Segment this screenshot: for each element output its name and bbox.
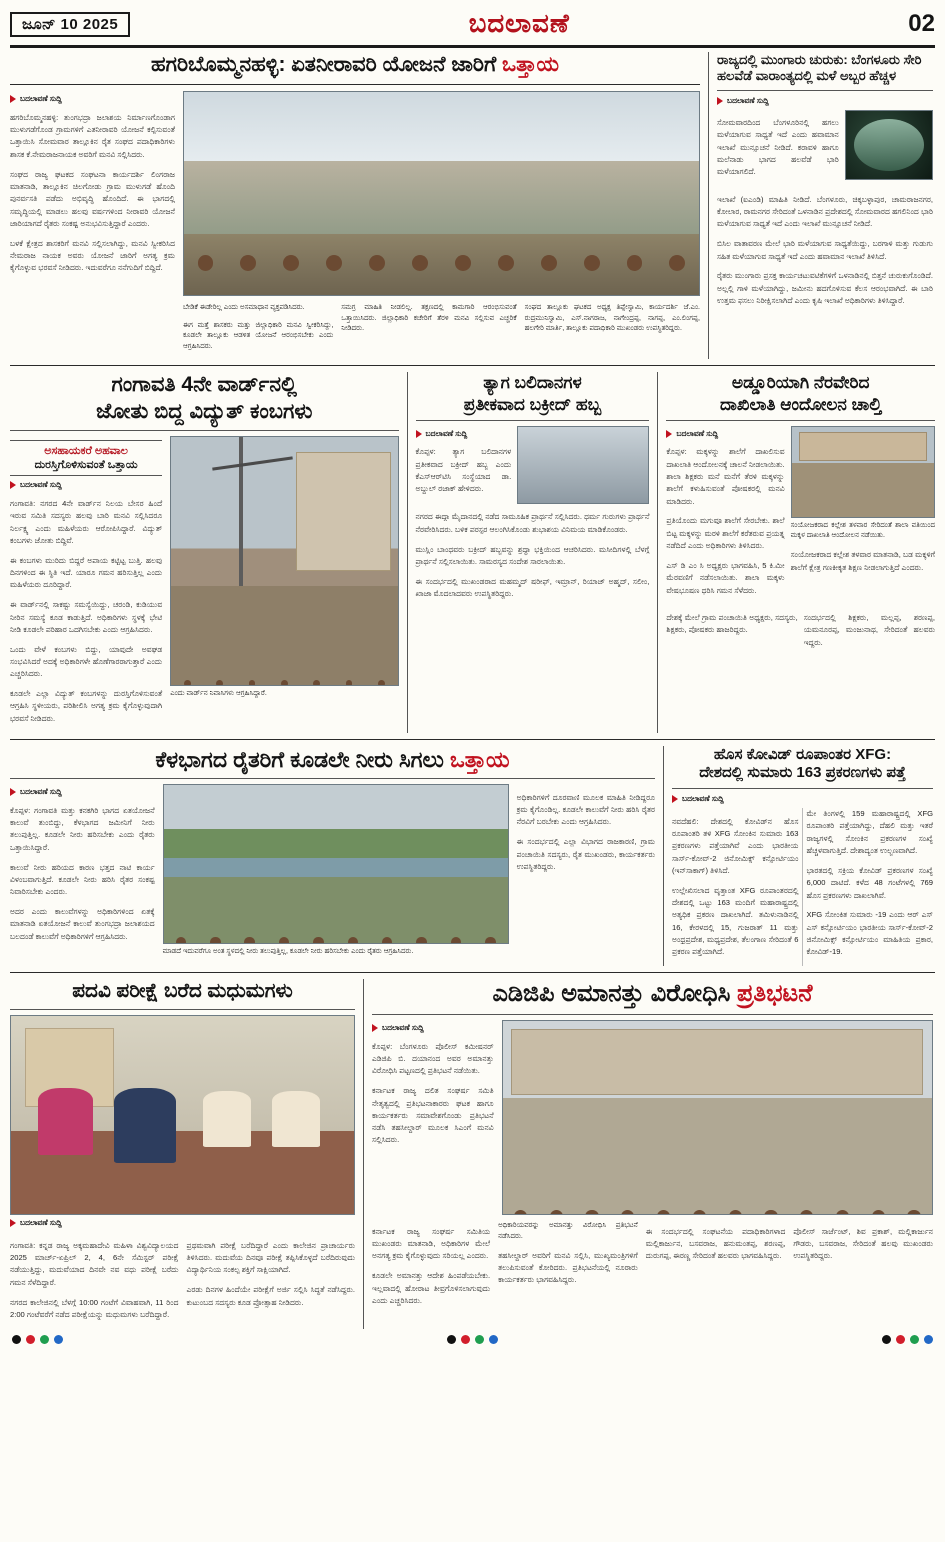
- color-dot: [447, 1335, 456, 1344]
- weather-photo: [845, 110, 933, 180]
- enrollment-para-1: ಕೊಪ್ಪಳ: ಮಕ್ಕಳನ್ನು ಶಾಲೆಗೆ ದಾಖಲಿಸುವ ದಾಖಲಾತಿ ಆಂದೋಲನಕ್ಕೆ ಚಾಲನೆ ನೀಡಲಾಯಿತು. ಶಾಲಾ ಶಿಕ್ಷಕರು ಮನೆ ಮನೆಗೆ ತೆರಳಿ ಮಕ್ಕಳನ್ನು ಶಾಲೆಗೆ ಕಳುಹಿಸುವಂತೆ ಪೋಷಕರಲ್ಲಿ ಮನವಿ ಮಾಡಿದರು.: [666, 447, 785, 506]
- covid-headline: [672, 746, 933, 784]
- electric-subhead-l1: ಅಸಹಾಯಕರೆ ಅಹವಾಲ: [44, 444, 128, 457]
- byline: [416, 429, 512, 439]
- byline-bullet-icon: [10, 481, 16, 489]
- protest-headline: [372, 979, 933, 1009]
- registration-dots: [10, 1329, 935, 1346]
- enrollment-story: [657, 372, 935, 732]
- byline-label: ಬದಲಾವಣೆ ಸುದ್ದಿ: [20, 1218, 62, 1228]
- divider: [10, 430, 399, 431]
- lead-photo-caption: ಬೇಡಿಕೆ ಈಡೇರಿಲ್ಲ ಎಂದು ಅಸಮಾಧಾನ ವ್ಯಕ್ತಪಡಿಸಿದರು.: [183, 304, 305, 312]
- enrollment-headline: [666, 372, 935, 415]
- bakrid-headline-l1: ತ್ಯಾಗ ಬಲಿದಾನಗಳ: [483, 373, 582, 393]
- covid-story: [663, 746, 933, 967]
- color-dot: [26, 1335, 35, 1344]
- mid-band: [10, 372, 935, 732]
- byline-label: ಬದಲಾವಣೆ ಸುದ್ದಿ: [20, 94, 62, 104]
- byline: [10, 787, 155, 797]
- electric-subhead: [10, 440, 162, 477]
- weather-para-2: ಇಲಾಖೆ (ಐಎಂಡಿ) ಮಾಹಿತಿ ನೀಡಿದೆ. ಬೆಂಗಳೂರು, ಚಿಕ್ಕಬಳ್ಳಾಪುರ, ಚಾಮರಾಜನಗರ, ಕೋಲಾರ, ರಾಮನಗರ ಸೇರಿದಂತೆ ಒಳನಾಡಿನ ಪ್ರದೇಶದಲ್ಲಿ ಸೋಮವಾರದ ಹಗಲಿನಿಂದ ಭಾರಿ ಮಳೆಯಾಗುವ ಸಾಧ್ಯತೆ ಇದೆ ಎಂದು ಇಲಾಖೆ ಮುನ್ಸೂಚನೆ ನೀಡಿದೆ.: [717, 194, 933, 229]
- divider: [10, 972, 935, 973]
- dot-cluster: [882, 1335, 933, 1344]
- electric-headline-l1: ಗಂಗಾವತಿ 4ನೇ ವಾರ್ಡ್‌ನಲ್ಲಿ: [111, 373, 297, 397]
- color-dot: [461, 1335, 470, 1344]
- protest-photo: [502, 1020, 933, 1215]
- electric-subhead-l2: ದುರಸ್ತಿಗೊಳಿಸುವಂತೆ ಒತ್ತಾಯ: [34, 459, 138, 472]
- water-para-3: ಅದರ ಎಂದು ಕಾಲುವೆಗಳನ್ನು ಅಧಿಕಾರಿಗಳಿಂದ ಏತಕ್ಕೆ ಮಾತನಾಡಿ ಏತಯೋಜನೆ ಕಾಲುವೆ ತುಂಗಭದ್ರಾ ಜಲಾಶಯದ ಬಲದಂಡೆ ಕಾಲುವೆಗೆ ಅಧಿಕಾರಿಗಳಿಗೆ ಆಗ್ರಹಿಸಿದರು.: [10, 907, 155, 941]
- byline-label: ಬದಲಾವಣೆ ಸುದ್ದಿ: [425, 428, 468, 438]
- divider: [10, 84, 700, 85]
- electric-para-2: ಈ ಕಂಬಗಳು ಮುರಿದು ಬಿದ್ದರೆ ಅಪಾಯ ಕಟ್ಟಿಟ್ಟ ಬುತ್ತಿ. ಹಲವು ದಿನಗಳಿಂದ ಈ ಸ್ಥಿತಿ ಇದೆ. ಯಾರೂ ಗಮನ ಹರಿಸುತ್ತಿಲ್ಲ ಎಂದು ಮಹಿಳೆಯರು ದೂರಿದ್ದಾರೆ.: [10, 555, 163, 590]
- divider: [672, 788, 933, 789]
- bakrid-headline-l2: ಪ್ರತೀಕವಾದ ಬಕ್ರೀದ್ ಹಬ್ಬ: [463, 394, 602, 414]
- page-number: 02: [908, 10, 935, 37]
- water-headline-accent: ಒತ್ತಾಯ: [449, 746, 510, 772]
- lead-headline-accent: ಒತ್ತಾಯ: [502, 53, 559, 76]
- exam-para-3: ಪ್ರಥಮವಾಗಿ ಪರೀಕ್ಷೆ ಬರೆದಿದ್ದಾರೆ ಎಂದು ಕಾಲೇಜಿನ ಪ್ರಾಚಾರ್ಯರು ತಿಳಿಸಿದರು. ಮದುವೆಯ ದಿನವೂ ಪರೀಕ್ಷೆ ತಪ್ಪಿಸಿಕೊಳ್ಳದೆ ಬರೆದಿರುವುದು ವಿದ್ಯಾರ್ಥಿನಿಯ ಸಂಕಲ್ಪ ಶಕ್ತಿಗೆ ಸಾಕ್ಷಿಯಾಗಿದೆ.: [186, 1240, 355, 1275]
- enrollment-para-3: ಎಸ್ ಡಿ ಎಂ ಸಿ ಅಧ್ಯಕ್ಷರು ಭಾಗವಹಿಸಿ, 5 ಕಿ.ಮೀ ಮೆರವಣಿಗೆ ನಡೆಸಲಾಯಿತು. ಶಾಲಾ ಮಕ್ಕಳು ವೇಷಭೂಷಣ ಧರಿಸಿ ಗಮನ ಸೆಳೆದರು.: [666, 560, 785, 595]
- electric-para-5: ಕೂಡಲೇ ಎಲ್ಲಾ ವಿದ್ಯುತ್ ಕಂಬಗಳನ್ನು ದುರಸ್ತಿಗೊಳಿಸುವಂತೆ ಆಗ್ರಹಿಸಿ ಸ್ಥಳೀಯರು, ಪರಿಶೀಲಿಸಿ ಅಗತ್ಯ ಕ್ರಮ ಕೈಗೊಳ್ಳುವುದಾಗಿ ಭರವಸೆ ನೀಡಿದರು.: [10, 689, 163, 723]
- electric-photo-caption: ಎಂದು ವಾರ್ಡ್‌ನ ನಿವಾಸಿಗಳು ಆಗ್ರಹಿಸಿದ್ದಾರೆ.: [170, 689, 267, 697]
- covid-headline-l2: ದೇಶದಲ್ಲಿ ಸುಮಾರು 163 ಪ್ರಕರಣಗಳು ಪತ್ತೆ: [699, 764, 906, 782]
- byline: [10, 1218, 355, 1228]
- byline-label: ಬದಲಾವಣೆ ಸುದ್ದಿ: [382, 1023, 424, 1033]
- color-dot: [882, 1335, 891, 1344]
- byline-bullet-icon: [717, 97, 723, 105]
- lead-headline: [10, 52, 700, 78]
- exam-para-1: ಗಂಗಾವತಿ: ಕನ್ನಡ ರಾಜ್ಯ ಅಕ್ಕಮಹಾದೇವಿ ಮಹಿಳಾ ವಿಶ್ವವಿದ್ಯಾಲಯದ 2025 ಮಾರ್ಚ್-ಏಪ್ರಿಲ್ 2, 4, 6ನೇ ಸೆಮಿಸ್ಟರ್ ಪರೀಕ್ಷೆ ನಡೆಯುತ್ತಿದ್ದು, ಮದುವೆಯಾದ ದಿನವೇ ನವ ವಧು ಪರೀಕ್ಷೆ ಬರೆದು ಗಮನ ಸೆಳೆದಿದ್ದಾರೆ.: [10, 1240, 179, 1287]
- water-para-1: ಕೊಪ್ಪಳ: ಗಂಗಾವತಿ ಮತ್ತು ಕನಕಗಿರಿ ಭಾಗದ ಏತಯೋಜನೆ ಕಾಲುವೆ ತುಂಬಿದ್ದು, ಕೆಳಭಾಗದ ಜಮೀನಿಗೆ ನೀರು ತಲುಪುತ್ತಿಲ್ಲ. ಕೂಡಲೇ ನೀರು ಹರಿಸಬೇಕು ಎಂದು ರೈತರು ಒತ್ತಾಯಿಸಿದ್ದಾರೆ.: [10, 805, 155, 852]
- electric-story: [10, 372, 399, 732]
- electric-photo: [170, 436, 398, 686]
- electric-para-3: ಈ ವಾರ್ಡ್‌ನಲ್ಲಿ ಸಾಕಷ್ಟು ಸಮಸ್ಯೆಯಿದ್ದು, ಚರಂಡಿ, ಕುಡಿಯುವ ನೀರಿನ ಸಮಸ್ಯೆ ಕೂಡ ಕಾಡುತ್ತಿದೆ. ಅಧಿಕಾರಿಗಳು ಸ್ಥಳಕ್ಕೆ ಭೇಟಿ ನೀಡಿ ಕೂಡಲೇ ಪರಿಹಾರ ಒದಗಿಸಬೇಕು ಎಂದು ಆಗ್ರಹಿಸಿದರು.: [10, 600, 163, 634]
- covid-para-5: XFG ಸೋಂಕಿತ ಸುಮಾರು -19 ಎಂದು ಆರ್ ಎಸ್ ಎಸ್ ಕನ್ಸೋರ್ಟಿಯಂ ಭಾರತೀಯ ಸಾರ್ಸ್-ಕೋವ್-2 ಜಿನೋಮಿಕ್ಸ್ ಕನ್ಸೋರ್ಟಿಯಂ ಮಾಹಿತಿಯ ಪ್ರಕಾರ, ಕೋವಿಡ್-19.: [806, 910, 933, 957]
- divider: [372, 1014, 933, 1015]
- byline-bullet-icon: [372, 1024, 378, 1032]
- bakrid-para-3: ಮುಸ್ಲಿಂ ಬಾಂಧವರು ಬಕ್ರೀದ್ ಹಬ್ಬವನ್ನು ಶ್ರದ್ಧಾ ಭಕ್ತಿಯಿಂದ ಆಚರಿಸಿದರು. ಮಸೀದಿಗಳಲ್ಲಿ ಬೆಳಗ್ಗೆ ಪ್ರಾರ್ಥನೆ ಸಲ್ಲಿಸಲಾಯಿತು. ಸಾಮರಸ್ಯದ ಸಂದೇಶ ಸಾರಲಾಯಿತು.: [415, 544, 650, 566]
- divider: [10, 365, 935, 366]
- weather-para-4: ರೈತರು ಮುಂಗಾರು ಪ್ರಸಕ್ತ ಕಾರ್ಯಚಟುವಟಿಕೆಗಳಿಗೆ ಒಳನಾಡಿನಲ್ಲಿ ಬಿತ್ತನೆ ಚುರುಕುಗೊಂಡಿದೆ. ಅಲ್ಲಲ್ಲಿ ಗಾಳಿ ಮಳೆಯಾಗಿದ್ದು, ಜಮೀನು ಹದಗೊಳಿಸುವ ಕೆಲಸ ಆರಂಭವಾಗಿದೆ. ಈ ಬಾರಿ ಉತ್ತಮ ಫಸಲು ನಿರೀಕ್ಷಿಸಲಾಗಿದೆ ಎಂದು ಕೃಷಿ ಇಲಾಖೆ ಅಧಿಕಾರಿಗಳು ತಿಳಿಸಿದ್ದಾರೆ.: [717, 271, 933, 306]
- byline-bullet-icon: [672, 795, 678, 803]
- weather-headline: ರಾಜ್ಯದಲ್ಲಿ ಮುಂಗಾರು ಚುರುಕು: ಬೆಂಗಳೂರು ಸೇರಿ ಹಲವೆಡೆ ವಾರಾಂತ್ಯದಲ್ಲಿ ಮಳೆ ಅಬ್ಬರ ಹೆಚ್ಚಳ: [717, 52, 922, 84]
- byline-bullet-icon: [10, 788, 16, 796]
- electric-para-4: ಒಂದು ವೇಳೆ ಕಂಬಗಳು ಬಿದ್ದು, ಯಾವುದೇ ಅವಘಡ ಸಂಭವಿಸಿದರೆ ಅದಕ್ಕೆ ಅಧಿಕಾರಿಗಳೇ ಹೊಣೆಗಾರರಾಗುತ್ತಾರೆ ಎಂದು ಎಚ್ಚರಿಸಿದರು.: [10, 644, 163, 679]
- bakrid-story: [407, 372, 650, 732]
- lead-para-1: ಹಗರಿಬೊಮ್ಮನಹಳ್ಳಿ: ತುಂಗಭದ್ರಾ ಜಲಾಶಯ ನಿರ್ಮಾಣಗೊಂಡಾಗ ಮುಳುಗಡೆಗೊಂಡ ಗ್ರಾಮಗಳಿಗೆ ಎತನೀರಾವರಿ ಯೋಜನೆ ಕಲ್ಪಿಸುವಂತೆ ಒತ್ತಾಯಿಸಿ ಸೋಮವಾರ ತಾಲ್ಲೂಕಿನ ರೈತ ಸಂಘದ ಪದಾಧಿಕಾರಿಗಳು ಶಾಸಕ ಕೆ.ನೇಮರಾಜನಾಯಕ ಅವರಿಗೆ ಮನವಿ ಸಲ್ಲಿಸಿದರು.: [10, 112, 175, 159]
- byline-label: ಬದಲಾವಣೆ ಸುದ್ದಿ: [20, 787, 62, 797]
- enrollment-para-6: ಸಂದರ್ಭದಲ್ಲಿ ಶಿಕ್ಷಕರು, ಮಲ್ಲಪ್ಪ, ಶರಣಪ್ಪ, ಯಮನೂರಪ್ಪ, ಮಂಜುನಾಥ, ಸೇರಿದಂತೆ ಹಲವರು ಇದ್ದರು.: [803, 612, 936, 647]
- divider: [717, 90, 933, 91]
- covid-headline-l1: ಹೊಸ ಕೋವಿಡ್ ರೂಪಾಂತರ XFG:: [713, 745, 892, 763]
- enrollment-photo: [791, 426, 935, 518]
- byline-bullet-icon: [10, 95, 16, 103]
- divider: [416, 420, 650, 421]
- protest-story: [363, 979, 933, 1329]
- covid-para-1: ನವದೆಹಲಿ: ದೇಶದಲ್ಲಿ ಕೋವಿಡ್‌ನ ಹೊಸ ರೂಪಾಂತರಿ ತಳಿ XFG ಸೋಂಕಿನ ಸುಮಾರು 163 ಪ್ರಕರಣಗಳು ಪತ್ತೆಯಾಗಿವೆ ಎಂದು ಭಾರತೀಯ ಸಾರ್ಸ್-ಕೋವ್-2 ಜಿನೋಮಿಕ್ಸ್ ಕನ್ಸೋರ್ಟಿಯಂ (ಇನ್‌ಸಾಕಾಗ್) ತಿಳಿಸಿದೆ.: [672, 816, 799, 875]
- weather-para-3: ಬಿಸಿಲ ವಾತಾವರಣ ಮೇಲೆ ಭಾರಿ ಮಳೆಯಾಗುವ ಸಾಧ್ಯತೆಯಿದ್ದು, ಬರಗಾಳಿ ಮತ್ತು ಗುಡುಗು ಸಹಿತ ಮಳೆಯಾಗುವ ಸಾಧ್ಯತೆ ಇದೆ ಎಂದು ಹವಾಮಾನ ಇಲಾಖೆ ತಿಳಿಸಿದೆ.: [717, 239, 933, 261]
- electric-headline-l2: ಜೋತು ಬಿದ್ದ ವಿದ್ಯುತ್ ಕಂಬಗಳು: [96, 399, 313, 423]
- byline-label: ಬದಲಾವಣೆ ಸುದ್ದಿ: [682, 794, 724, 804]
- byline: [666, 429, 784, 439]
- protest-para-3: ಕರ್ನಾಟಕ ರಾಜ್ಯ ಸಂಘರ್ಷ ಸಮಿತಿಯ ಮುಖಂಡರು ಮಾತನಾಡಿ, ಅಧಿಕಾರಿಗಳ ಮೇಲೆ ಅನಗತ್ಯ ಕ್ರಮ ಕೈಗೊಳ್ಳುವುದು ಸರಿಯಲ್ಲ ಎಂದರು.: [372, 1226, 491, 1261]
- divider: [10, 739, 935, 740]
- byline-bullet-icon: [10, 1219, 16, 1227]
- enrollment-photo-caption: ಸಂಯೋಜಕರಾದ ಕಲ್ಲೇಶ ತಳವಾರ ಸೇರಿದಂತೆ ಶಾಲಾ ವತಿಯಿಂದ ಮಕ್ಕಳ ದಾಖಲಾತಿ ಆಂದೋಲನ ನಡೆಯಿತು.: [790, 521, 936, 540]
- lead-cap-right: ಸಂಘದ ತಾಲ್ಲೂಕು ಘಟಕದ ಅಧ್ಯಕ್ಷ ತಿಪ್ಪೇಸ್ವಾಮಿ, ಕಾರ್ಯದರ್ಶಿ ಜೆ.ಎಂ. ರುದ್ರಮುನಿಸ್ವಾಮಿ, ಎಸ್.ನಾಗರಾಜ, ನಾಗೇಂದ್ರಪ್ಪ, ನಾಗಪ್ಪ, ಎಂ.ಲಿಂಗಪ್ಪ, ಹಲಗೇರಿ ಮಾರ್ತಿ, ತಾಲ್ಲೂಕು ಪದಾಧಿಕಾರಿ ಮುಖಂಡರು ಉಪಸ್ಥಿತರಿದ್ದರು.: [524, 304, 700, 333]
- protest-para-5: ತಹಸೀಲ್ದಾರ್ ಅವರಿಗೆ ಮನವಿ ಸಲ್ಲಿಸಿ, ಮುಖ್ಯಮಂತ್ರಿಗಳಿಗೆ ತಲುಪಿಸುವಂತೆ ಕೋರಿದರು. ಪ್ರತಿಭಟನೆಯಲ್ಲಿ ನೂರಾರು ಕಾರ್ಯಕರ್ತರು ಭಾಗವಹಿಸಿದ್ದರು.: [498, 1250, 638, 1285]
- lead-para-2: ಸಂಘದ ರಾಜ್ಯ ಘಟಕದ ಸಂಘಟನಾ ಕಾರ್ಯದರ್ಶಿ ಲಿಂಗರಾಜ ಮಾತನಾಡಿ, ತಾಲ್ಲೂಕಿನ ಚಿಲಗೋಡು ಗ್ರಾಮ ಮುಳುಗಡೆ ಹೊಂದಿ ಪುನರ್ವಸತಿ ಪಡೆದು ಅಭಿವೃದ್ಧಿ ಹೊಂದಿದೆ. ಈ ಭಾಗದಲ್ಲಿ ಸಮೃದ್ಧಿಯಲ್ಲಿ ಮಾಡಲು ಹಲವು ವರ್ಷಗಳಿಂದ ನೀರಾವರಿ ಯೋಜನೆ ಜಾರಿಯಾಗದೆ ರೈತರು ಸಂಕಷ್ಟ ಅನುಭವಿಸುತ್ತಿದ್ದಾರೆ ಎಂದರು.: [10, 169, 175, 228]
- water-headline: [10, 746, 655, 774]
- byline-bullet-icon: [666, 430, 672, 438]
- color-dot: [896, 1335, 905, 1344]
- dot-cluster: [447, 1335, 498, 1344]
- byline-label: ಬದಲಾವಣೆ ಸುದ್ದಿ: [727, 95, 769, 105]
- water-photo: [163, 784, 509, 944]
- bakrid-photo: [517, 426, 649, 504]
- protest-para-7: ಪೊಲೀಸ್ ಸಾರ್ಜೆಂಟ್, ಶಿವ ಪ್ರಕಾಶ್, ಮಲ್ಲಿಕಾರ್ಜುನ ಗೌಡರು, ಬಸವರಾಜ, ಸೇರಿದಂತೆ ಹಲವು ಮುಖಂಡರು ಉಪಸ್ಥಿತರಿದ್ದರು.: [793, 1226, 933, 1261]
- byline: [717, 96, 933, 106]
- color-dot: [12, 1335, 21, 1344]
- byline-label: ಬದಲಾವಣೆ ಸುದ್ದಿ: [20, 480, 62, 490]
- covid-para-4: ಭಾರತದಲ್ಲಿ ಸಕ್ರಿಯ ಕೋವಿಡ್ ಪ್ರಕರಣಗಳ ಸಂಖ್ಯೆ 6,000 ದಾಟಿದೆ. ಕಳೆದ 48 ಗಂಟೆಗಳಲ್ಲಿ 769 ಹೊಸ ಪ್ರಕರಣಗಳು ದಾಖಲಾಗಿವೆ.: [806, 865, 933, 900]
- covid-para-2: ಉಲ್ಲೇಖಿಸಲಾದ ವೃತ್ತಾಂತ XFG ರೂಪಾಂತರದಲ್ಲಿ ದೇಶದಲ್ಲಿ ಒಟ್ಟು 163 ಮಂದಿಗೆ ಮಹಾರಾಷ್ಟ್ರದಲ್ಲಿ ಅತ್ಯಧಿಕ ಪ್ರಕರಣ ದಾಖಲಾಗಿದೆ. ತಮಿಳುನಾಡಿನಲ್ಲಿ 16, ಕೇರಳದಲ್ಲಿ 15, ಗುಜರಾತ್ 11 ಮತ್ತು ಅಂಧ್ರಪ್ರದೇಶ, ಮಧ್ಯಪ್ರದೇಶ, ತೆಲಂಗಾಣ ಸೇರಿದಂತೆ 6 ಪ್ರಕರಣ ಪತ್ತೆಯಾಗಿದೆ.: [672, 885, 799, 957]
- enrollment-para-4: ಸಂಯೋಜಕರಾದ ಕಲ್ಲೇಶ ತಳವಾರ ಮಾತನಾಡಿ, ಬಡ ಮಕ್ಕಳಿಗೆ ಶಾಲೆಗೆ ಕ್ಷೇತ್ರ ಗಣಕೀಕೃತ ಶಿಕ್ಷಣ ನೀಡಲಾಗುತ್ತಿದೆ ಎಂದರು.: [790, 550, 936, 572]
- divider: [10, 778, 655, 779]
- byline-label: ಬದಲಾವಣೆ ಸುದ್ದಿ: [676, 428, 719, 438]
- protest-headline-text: ಎಡಿಜಿಪಿ ಅಮಾನತ್ತು ವಿರೋಧಿಸಿ: [492, 980, 737, 1008]
- bottom-band: [10, 979, 935, 1329]
- bakrid-para-4: ಈ ಸಂದರ್ಭದಲ್ಲಿ ಮುಖಂಡರಾದ ಮಹಮ್ಮದ್ ಷರೀಫ್, ಇಮ್ರಾನ್, ರಿಯಾಜ್ ಅಹ್ಮದ್, ಸಲೀಂ, ಖಾಜಾ ಮೊದಲಾದವರು ಉಪಸ್ಥಿತರಿದ್ದರು.: [415, 576, 650, 599]
- color-dot: [910, 1335, 919, 1344]
- electric-headline: [10, 372, 399, 425]
- lead-story: [10, 52, 700, 359]
- byline-bullet-icon: [416, 430, 422, 438]
- protest-para-4: ಕೂಡಲೇ ಅಮಾನತ್ತು ಆದೇಶ ಹಿಂಪಡೆಯಬೇಕು. ಇಲ್ಲವಾದಲ್ಲಿ ಹೋರಾಟ ತೀವ್ರಗೊಳಿಸಲಾಗುವುದು ಎಂದು ಎಚ್ಚರಿಸಿದರು.: [372, 1271, 491, 1305]
- weather-para-1: ಸೋಮವಾರದಿಂದ ಬೆಂಗಳೂರಿನಲ್ಲಿ ಹಗಲು ಮಳೆಯಾಗುವ ಸಾಧ್ಯತೆ ಇದೆ ಎಂದು ಹವಾಮಾನ ಇಲಾಖೆ ಮುನ್ಸೂಚನೆ ನೀಡಿದೆ. ಕರಾವಳಿ ಹಾಗೂ ಮಲೆನಾಡು ಭಾಗದ ಹಲವೆಡೆ ಭಾರಿ ಮಳೆಯಾಗಲಿದೆ.: [717, 118, 839, 177]
- lead-photo: [183, 91, 700, 296]
- lead-cap-extra: ಈಗ ಮತ್ತೆ ಶಾಸಕರು ಮತ್ತು ಜಿಲ್ಲಾಧಿಕಾರಿ ಮನವಿ ಸ್ವೀಕರಿಸಿದ್ದು, ಕೂಡಲೇ ತಾಲ್ಲೂಕು ಆಡಳಿತ ಯೋಜನೆ ಆರಂಭಿಸಬೇಕು ಎಂದು ಆಗ್ರಹಿಸಿದರು.: [183, 321, 334, 350]
- lead-photo-block: [183, 91, 700, 359]
- exam-story: [10, 979, 355, 1329]
- water-photo-caption: ಮಾಡದೆ ಇದುವರೆಗೂ ಅಂತ ಸ್ಥಳದಲ್ಲಿ ನೀರು ತಲುಪುತ್ತಿಲ್ಲ, ಕೂಡಲೇ ನೀರು ಹರಿಸಬೇಕು ಎಂದು ರೈತರು ಆಗ್ರಹಿಸಿದರು.: [162, 948, 414, 956]
- color-dot: [40, 1335, 49, 1344]
- lead-section: [10, 52, 935, 359]
- protest-photo-caption: ಅಧಿಕಾರಿಯವರನ್ನು ಅಮಾನತ್ತು ವಿರೋಧಿಸಿ ಪ್ರತಿಭಟನೆ ನಡೆಸಿದರು.: [498, 1222, 638, 1240]
- dot-cluster: [12, 1335, 63, 1344]
- byline: [672, 794, 933, 804]
- weather-story: [708, 52, 933, 359]
- bakrid-para-1: ಕೊಪ್ಪಳ: ತ್ಯಾಗ ಬಲಿದಾನಗಳ ಪ್ರತೀಕವಾದ ಬಕ್ರೀದ್ ಹಬ್ಬ ಎಂದು ಕೆಎಸ್‌ಆರ್‌ಟಿಸಿ ಸಂಸ್ಥೆಯಾದ ಡಾ. ಅಬ್ದುಲ್ ರಜಾಕ್ ಹೇಳಿದರು.: [415, 447, 512, 494]
- color-dot: [475, 1335, 484, 1344]
- byline: [372, 1023, 494, 1033]
- water-headline-text: ಕೆಳಭಾಗದ ರೈತರಿಗೆ ಕೂಡಲೇ ನೀರು ಸಿಗಲು: [155, 746, 450, 772]
- exam-headline: ಪದವಿ ಪರೀಕ್ಷೆ ಬರೆದ ಮಧುಮಗಳು: [72, 980, 293, 1003]
- protest-para-1: ಕೊಪ್ಪಳ: ಬೆಂಗಳೂರು ಪೊಲೀಸ್ ಕಮೀಷನರ್ ಎಡಿಜಿಪಿ ಬಿ. ದಯಾನಂದ ಅವರ ಅಮಾನತ್ತು ವಿರೋಧಿಸಿ ಪಟ್ಟಣದಲ್ಲಿ ಪ್ರತಿಭಟನೆ ನಡೆಯಿತು.: [372, 1041, 494, 1076]
- lead-para-3: ಬಳಕೆ ಕ್ಷೇತ್ರದ ಶಾಸಕರಿಗೆ ಮನವಿ ಸಲ್ಲಿಸಲಾಗಿದ್ದು, ಮನವಿ ಸ್ವೀಕರಿಸಿದ ನೇಮರಾಜ ನಾಯಕ ಅವರು ಯೋಜನೆ ಜಾರಿಗೆ ಅಗತ್ಯ ಕ್ರಮ ಕೈಗೊಳ್ಳುವ ಭರವಸೆ ನೀಡಿದರು. ಇದುವರೆಗೂ ನನೆಗುದಿಗೆ ಬಿದ್ದಿದೆ.: [10, 238, 175, 273]
- divider: [666, 420, 935, 421]
- water-para-2: ಕಾಲುವೆ ನೀರು ಹರಿಯದ ಕಾರಣ ಭತ್ತದ ನಾಟಿ ಕಾರ್ಯ ವಿಳಂಬವಾಗುತ್ತಿದೆ. ಕೂಡಲೇ ನೀರು ಹರಿಸಿ ರೈತರ ಸಂಕಷ್ಟ ನಿವಾರಿಸಬೇಕು ಎಂದರು.: [10, 862, 155, 897]
- exam-para-2: ನಗರದ ಕಾಲೇಜಿನಲ್ಲಿ ಬೆಳಗ್ಗೆ 10:00 ಗಂಟೆಗೆ ವಿವಾಹವಾಗಿ, 11 ರಿಂದ 2:00 ಗಂಟೆವರೆಗೆ ನಡೆದ ಪರೀಕ್ಷೆಯನ್ನು ಮಧುಮಗಳು ಬರೆದಿದ್ದಾರೆ.: [10, 1297, 179, 1319]
- lead-headline-text: ಹಗರಿಬೊಮ್ಮನಹಳ್ಳಿ: ಏತನೀರಾವರಿ ಯೋಜನೆ ಜಾರಿಗೆ: [151, 53, 503, 76]
- water-story: [10, 746, 655, 967]
- electric-para-1: ಗಂಗಾವತಿ: ನಗರದ 4ನೇ ವಾರ್ಡ್‌ನ ನಿಲಯ ಬೇಸರ ಹಿಂದೆ ಇರುವ ಸಮಿತಿ ಸದಸ್ಯರು ಹಲವು ಬಾರಿ ಮನವಿ ಸಲ್ಲಿಸಿದರೂ ನಿರ್ಲಕ್ಷ್ಯ ಎಂದು ಮಹಿಳೆಯರು ಆರೋಪಿಸಿದ್ದಾರೆ. ವಿದ್ಯುತ್ ಕಂಬಗಳು ಜೋತು ಬಿದ್ದಿವೆ.: [10, 498, 163, 545]
- protest-para-6: ಈ ಸಂದರ್ಭದಲ್ಲಿ ಸಂಘಟನೆಯ ಪದಾಧಿಕಾರಿಗಳಾದ ಮಲ್ಲಿಕಾರ್ಜುನ, ಬಸವರಾಜ, ಹನುಮಂತಪ್ಪ, ಶರಣಪ್ಪ, ದುರುಗಪ್ಪ, ಈರಣ್ಣ ಸೇರಿದಂತೆ ಹಲವರು ಭಾಗವಹಿಸಿದ್ದರು.: [645, 1226, 786, 1261]
- covid-para-3: ಮೇ ತಿಂಗಳಲ್ಲಿ 159 ಮಹಾರಾಷ್ಟ್ರದಲ್ಲಿ XFG ರೂಪಾಂತರಿ ಪತ್ತೆಯಾಗಿದ್ದು, ದೆಹಲಿ ಮತ್ತು ಇತರೆ ರಾಜ್ಯಗಳಲ್ಲಿ ಸೋಂಕಿನ ಪ್ರಕರಣಗಳ ಸಂಖ್ಯೆ ಹೆಚ್ಚಳವಾಗುತ್ತಿದೆ. ದೇಶಾದ್ಯಂತ ಉಲ್ಬಣವಾಗಿದೆ.: [806, 809, 933, 856]
- water-cap-b: ಈ ಸಂದರ್ಭದಲ್ಲಿ ಎಲ್ಲಾ ವಿಭಾಗದ ರಾಜಕಾರಣಿ, ಗ್ರಾಮ ಪಂಚಾಯಿತಿ ಸದಸ್ಯರು, ರೈತ ಮುಖಂಡರು, ಕಾರ್ಯಕರ್ತರು ಉಪಸ್ಥಿತರಿದ್ದರು.: [516, 837, 655, 871]
- lead-cap-mid: ಸಮಗ್ರ ಮಾಹಿತಿ ನೀಡಲಿಲ್ಲ. ತಕ್ಷಣದಲ್ಲಿ ಕಾಮಗಾರಿ ಆರಂಭಿಸುವಂತೆ ಒತ್ತಾಯಿಸಿದರು. ಜಿಲ್ಲಾಧಿಕಾರಿ ಕಚೇರಿಗೆ ತೆರಳಿ ಮನವಿ ಸಲ್ಲಿಸುವ ಎಚ್ಚರಿಕೆ ನೀಡಿದರು.: [341, 304, 517, 333]
- divider: [10, 1009, 355, 1010]
- paper-title: ಬದಲಾವಣೆ: [468, 8, 570, 38]
- exam-photo: [10, 1015, 355, 1215]
- bakrid-headline: [416, 372, 650, 415]
- masthead: [10, 8, 935, 48]
- byline: [10, 480, 162, 490]
- water-cap-a: ಅಧಿಕಾರಿಗಳಿಗೆ ದೂರವಾಣಿ ಮೂಲಕ ಮಾಹಿತಿ ನೀಡಿದ್ದರೂ ಕ್ರಮ ಕೈಗೊಂಡಿಲ್ಲ. ಕೂಡಲೇ ಕಾಲುವೆಗೆ ನೀರು ಹರಿಸಿ ರೈತರ ನೆರವಿಗೆ ಬರಬೇಕು ಎಂದು ಆಗ್ರಹಿಸಿದರು.: [516, 792, 655, 827]
- lead-text-column: [10, 91, 175, 359]
- water-covid-band: [10, 746, 935, 967]
- issue-date: ಜೂನ್ 10 2025: [10, 12, 130, 37]
- enrollment-para-5: ದೇಶಕ್ಕೆ ಮೇಲೆ ಗ್ರಾಮ ಪಂಚಾಯಿತಿ ಅಧ್ಯಕ್ಷರು, ಸದಸ್ಯರು, ಶಿಕ್ಷಕರು, ಪೋಷಕರು ಹಾಜರಿದ್ದರು.: [666, 612, 798, 635]
- enrollment-headline-l2: ದಾಖಿಲಾತಿ ಆಂದೋಲನ ಚಾಲ್ತಿ: [719, 394, 882, 414]
- bakrid-para-2: ನಗರದ ಈದ್ಗಾ ಮೈದಾನದಲ್ಲಿ ನಡೆದ ಸಾಮೂಹಿಕ ಪ್ರಾರ್ಥನೆ ಸಲ್ಲಿಸಿದರು. ಧರ್ಮ ಗುರುಗಳು ಪ್ರಾರ್ಥನೆ ನೆರವೇರಿಸಿದರು. ಬಳಿಕ ಪರಸ್ಪರ ಆಲಂಗಿಸಿಕೊಂಡು ಶುಭಾಶಯ ವಿನಿಮಯ ಮಾಡಿಕೊಂಡರು.: [415, 512, 650, 534]
- color-dot: [489, 1335, 498, 1344]
- enrollment-headline-l1: ಅಡ್ಡೂರಿಯಾಗಿ ನೆರವೇರಿದ: [731, 373, 870, 393]
- color-dot: [54, 1335, 63, 1344]
- protest-headline-accent: ಪ್ರತಿಭಟನೆ: [736, 980, 813, 1008]
- color-dot: [924, 1335, 933, 1344]
- protest-para-2: ಕರ್ನಾಟಕ ರಾಜ್ಯ ದಲಿತ ಸಂಘರ್ಷ ಸಮಿತಿ ನೇತೃತ್ವದಲ್ಲಿ ಪ್ರತಿಭಟನಾಕಾರರು ಘಟಕ ಹಾಗೂ ಕಾರ್ಯಕರ್ತರು ಸಮಾವೇಶಗೊಂಡು ಪ್ರತಿಭಟನೆ ನಡೆಸಿ ತಹಸೀಲ್ದಾರ್ ಮೂಲಕ ಸಿಎಂಗೆ ಮನವಿ ಸಲ್ಲಿಸಿದರು.: [372, 1086, 494, 1145]
- byline: [10, 94, 175, 104]
- enrollment-para-2: ಪ್ರತಿಯೊಂದು ಮಗುವೂ ಶಾಲೆಗೆ ಸೇರಬೇಕು. ಶಾಲೆ ಬಿಟ್ಟ ಮಕ್ಕಳನ್ನು ಮರಳಿ ಶಾಲೆಗೆ ಕರೆತರುವ ಪ್ರಯತ್ನ ನಡೆದಿದೆ ಎಂದು ಅಧಿಕಾರಿಗಳು ತಿಳಿಸಿದರು.: [666, 516, 785, 551]
- exam-para-4: ಎರಡು ದಿನಗಳ ಹಿಂದೆಯೇ ಪರೀಕ್ಷೆಗೆ ಅರ್ಜಿ ಸಲ್ಲಿಸಿ ಸಿದ್ಧತೆ ನಡೆಸಿದ್ದರು. ಕುಟುಂಬದ ಸದಸ್ಯರು ಕೂಡ ಪ್ರೋತ್ಸಾಹ ನೀಡಿದರು.: [186, 1285, 355, 1307]
